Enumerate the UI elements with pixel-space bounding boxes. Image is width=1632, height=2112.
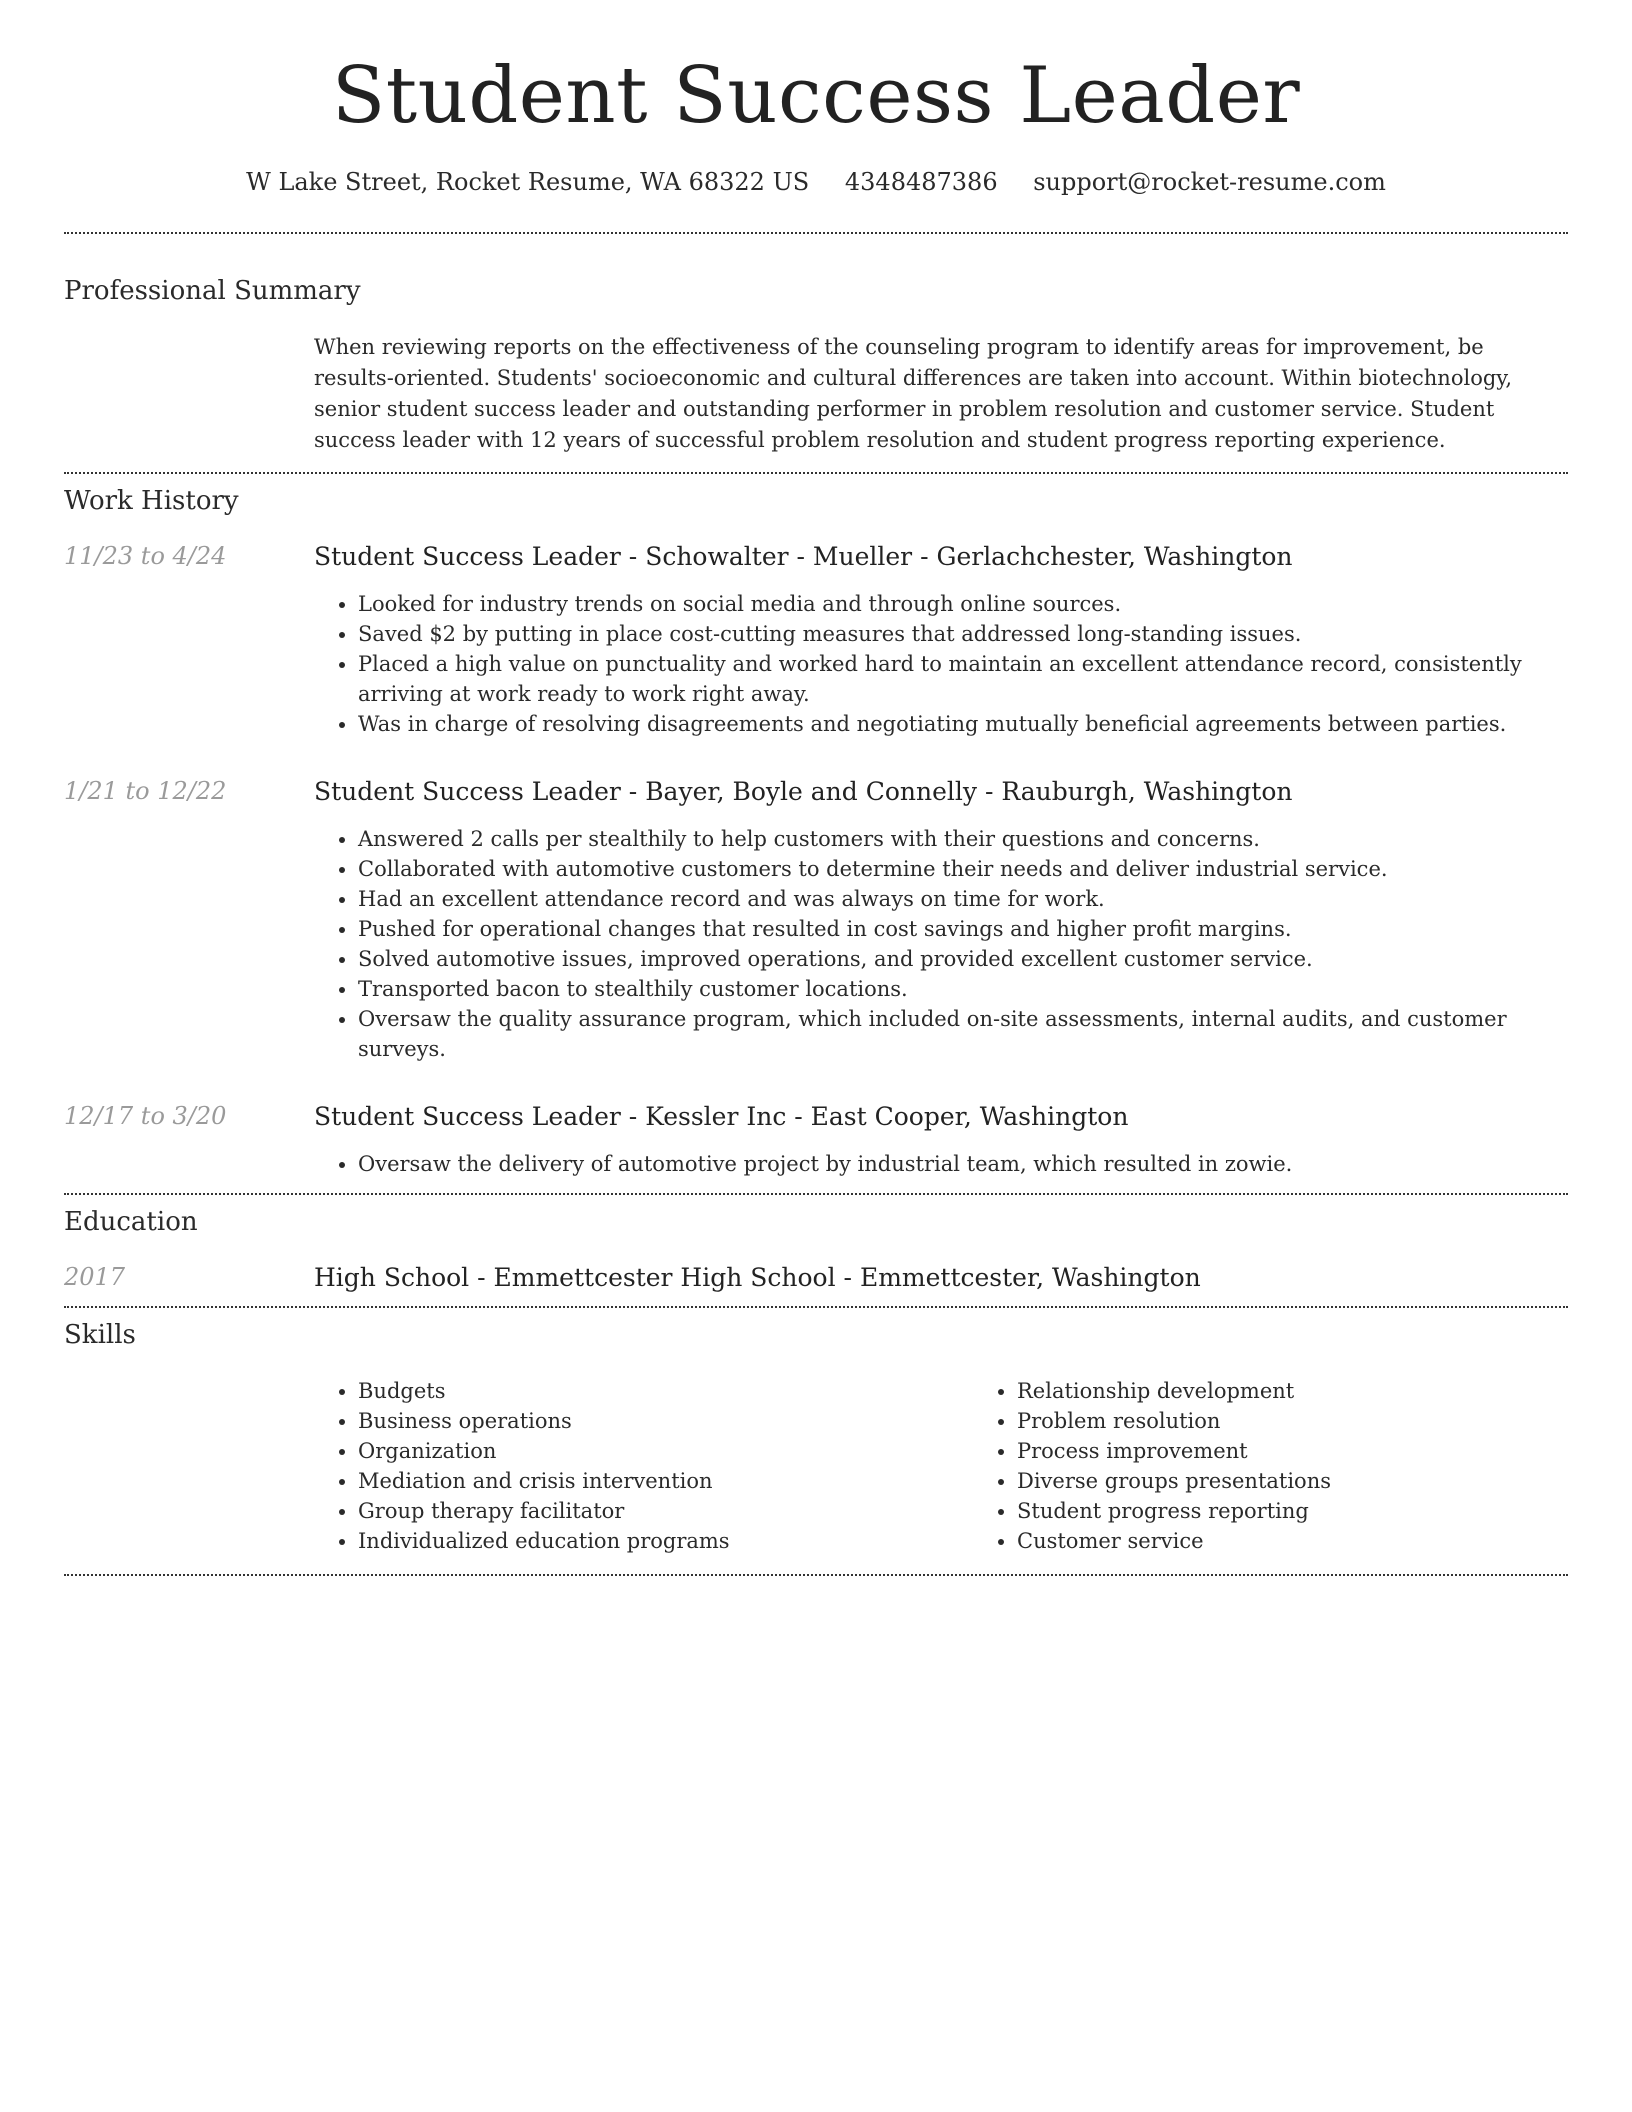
job-bullet: • Oversaw the delivery of automotive project by industrial team, which resulted in zowie.: [358, 1149, 1568, 1179]
job-bullets: [314, 589, 1568, 739]
section-title-summary: Professional Summary: [64, 275, 361, 306]
skill-item: • Organization: [358, 1436, 973, 1466]
job-dates: 11/23 to 4/24: [64, 541, 227, 570]
divider: [64, 1306, 1568, 1308]
job-bullet: • Collaborated with automotive customers to determine their needs and deliver industrial service.: [358, 854, 1568, 884]
contact-line: [64, 168, 1568, 196]
skill-item: • Group therapy facilitator: [358, 1496, 973, 1526]
job-heading: Student Success Leader - Kessler Inc - East Cooper, Washington: [314, 1101, 1129, 1131]
skills-list-left: [314, 1376, 973, 1556]
job-bullet: • Pushed for operational changes that resulted in cost savings and higher profit margins.: [358, 914, 1568, 944]
skill-item: • Student progress reporting: [1017, 1496, 1632, 1526]
job-entry: [64, 542, 1568, 739]
skill-item: • Relationship development: [1017, 1376, 1632, 1406]
education-year: 2017: [64, 1262, 126, 1291]
job-bullet: • Was in charge of resolving disagreements and negotiating mutually beneficial agreements between parties.: [358, 709, 1568, 739]
skill-item: • Individualized education programs: [358, 1526, 973, 1556]
skill-item: • Budgets: [358, 1376, 973, 1406]
education-heading: High School - Emmettcester High School - Emmettcester, Washington: [314, 1262, 1201, 1292]
contact-email: support@rocket-resume.com: [1033, 167, 1386, 196]
job-entry: [64, 777, 1568, 1064]
skill-item: • Process improvement: [1017, 1436, 1632, 1466]
skill-item: • Mediation and crisis intervention: [358, 1466, 973, 1496]
summary-row: [64, 332, 1568, 456]
divider: [64, 1574, 1568, 1576]
divider: [64, 1193, 1568, 1195]
contact-address: W Lake Street, Rocket Resume, WA 68322 US: [246, 167, 810, 196]
section-title-work: Work History: [64, 485, 239, 516]
job-bullet: • Looked for industry trends on social media and through online sources.: [358, 589, 1568, 619]
section-title-education: Education: [64, 1206, 198, 1237]
job-heading: Student Success Leader - Bayer, Boyle and Connelly - Rauburgh, Washington: [314, 776, 1293, 806]
skill-item: • Business operations: [358, 1406, 973, 1436]
education-entry: [64, 1263, 1568, 1292]
job-bullet: • Transported bacon to stealthily customer locations.: [358, 974, 1568, 1004]
divider: [64, 232, 1568, 234]
resume-name: Student Success Leader: [331, 51, 1301, 141]
skill-item: • Customer service: [1017, 1526, 1632, 1556]
skills-list-right: [973, 1376, 1632, 1556]
contact-phone: 4348487386: [844, 167, 998, 196]
job-bullet: • Solved automotive issues, improved operations, and provided excellent customer service.: [358, 944, 1568, 974]
resume-page: [64, 0, 1568, 1576]
summary-text: When reviewing reports on the effectiveness of the counseling program to identify areas for improvement, be results-oriented. Students' socioeconomic and cultural differences are taken into account. Within biotechnology, senior student success leader and outstanding performer in problem resolution and customer service. Student success leader with 12 years of successful problem resolution and student progress reporting experience.: [314, 334, 1513, 452]
job-entry: [64, 1102, 1568, 1179]
job-bullet: • Placed a high value on punctuality and worked hard to maintain an excellent attendance record, consistently arriving at work ready to work right away.: [358, 649, 1568, 709]
job-heading: Student Success Leader - Schowalter - Mueller - Gerlachchester, Washington: [314, 541, 1293, 571]
job-bullets: [314, 1149, 1568, 1179]
job-bullets: [314, 824, 1568, 1064]
job-dates: 12/17 to 3/20: [64, 1101, 227, 1130]
skill-item: • Problem resolution: [1017, 1406, 1632, 1436]
job-bullet: • Answered 2 calls per stealthily to help customers with their questions and concerns.: [358, 824, 1568, 854]
skill-item: • Diverse groups presentations: [1017, 1466, 1632, 1496]
skills-row: [64, 1376, 1568, 1556]
section-title-skills: Skills: [64, 1319, 136, 1350]
divider: [64, 472, 1568, 474]
job-bullet: • Had an excellent attendance record and was always on time for work.: [358, 884, 1568, 914]
job-dates: 1/21 to 12/22: [64, 776, 227, 805]
job-bullet: • Oversaw the quality assurance program, which included on-site assessments, internal audits, and customer surveys.: [358, 1004, 1568, 1064]
job-bullet: • Saved $2 by putting in place cost-cutting measures that addressed long-standing issues.: [358, 619, 1568, 649]
